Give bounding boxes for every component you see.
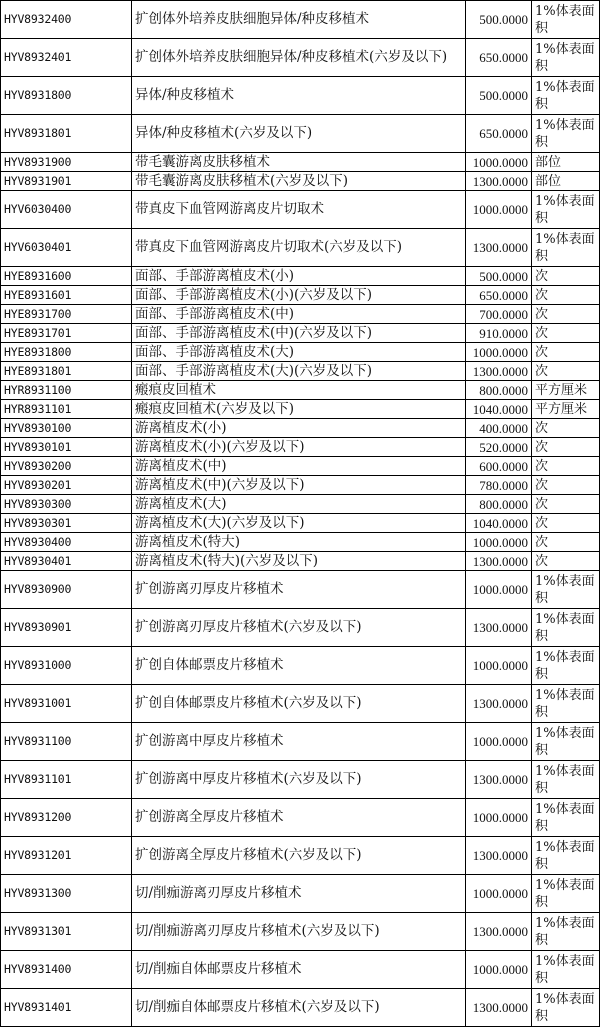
table-row xyxy=(1,115,600,153)
code-cell: HYV8932401 xyxy=(1,39,132,77)
code-cell: HYV8932400 xyxy=(1,1,132,39)
price-cell: 650.0000 xyxy=(466,286,532,305)
code-cell: HYV8931100 xyxy=(1,723,132,761)
code-cell: HYV8931301 xyxy=(1,913,132,951)
table-row xyxy=(1,77,600,115)
code-cell: HYV8930201 xyxy=(1,476,132,495)
price-cell: 650.0000 xyxy=(466,115,532,153)
code-cell: HYV8931200 xyxy=(1,799,132,837)
unit-cell: 次 xyxy=(532,305,600,324)
code-cell: HYV8931201 xyxy=(1,837,132,875)
unit-cell: 1%体表面积 xyxy=(532,115,600,153)
code-cell: HYE8931700 xyxy=(1,305,132,324)
table-row xyxy=(1,1,600,39)
code-cell: HYE8931701 xyxy=(1,324,132,343)
price-table-body xyxy=(1,1,600,1027)
price-cell: 1300.0000 xyxy=(466,761,532,799)
name-cell: 扩创游离刃厚皮片移植术 xyxy=(132,571,466,609)
name-cell: 切/削痂游离刃厚皮片移植术(六岁及以下) xyxy=(132,913,466,951)
price-cell: 1300.0000 xyxy=(466,172,532,191)
code-cell: HYR8931100 xyxy=(1,381,132,400)
table-row xyxy=(1,343,600,362)
unit-cell: 次 xyxy=(532,362,600,381)
name-cell: 带真皮下血管网游离皮片切取术 xyxy=(132,191,466,229)
unit-cell: 次 xyxy=(532,457,600,476)
unit-cell: 1%体表面积 xyxy=(532,647,600,685)
code-cell: HYE8931600 xyxy=(1,267,132,286)
name-cell: 扩创游离刃厚皮片移植术(六岁及以下) xyxy=(132,609,466,647)
unit-cell: 1%体表面积 xyxy=(532,1,600,39)
name-cell: 面部、手部游离植皮术(中)(六岁及以下) xyxy=(132,324,466,343)
code-cell: HYV8931001 xyxy=(1,685,132,723)
name-cell: 面部、手部游离植皮术(小)(六岁及以下) xyxy=(132,286,466,305)
unit-cell: 1%体表面积 xyxy=(532,799,600,837)
code-cell: HYE8931601 xyxy=(1,286,132,305)
unit-cell: 1%体表面积 xyxy=(532,685,600,723)
code-cell: HYV8931400 xyxy=(1,951,132,989)
name-cell: 面部、手部游离植皮术(中) xyxy=(132,305,466,324)
price-cell: 1300.0000 xyxy=(466,989,532,1027)
unit-cell: 次 xyxy=(532,552,600,571)
price-cell: 780.0000 xyxy=(466,476,532,495)
unit-cell: 1%体表面积 xyxy=(532,837,600,875)
name-cell: 带真皮下血管网游离皮片切取术(六岁及以下) xyxy=(132,229,466,267)
code-cell: HYV8930300 xyxy=(1,495,132,514)
price-cell: 1000.0000 xyxy=(466,875,532,913)
unit-cell: 1%体表面积 xyxy=(532,989,600,1027)
code-cell: HYV8930400 xyxy=(1,533,132,552)
table-row xyxy=(1,267,600,286)
price-cell: 500.0000 xyxy=(466,77,532,115)
unit-cell: 次 xyxy=(532,476,600,495)
name-cell: 游离植皮术(小)(六岁及以下) xyxy=(132,438,466,457)
table-row xyxy=(1,438,600,457)
name-cell: 瘢痕皮回植术 xyxy=(132,381,466,400)
unit-cell: 次 xyxy=(532,324,600,343)
table-row xyxy=(1,324,600,343)
code-cell: HYR8931101 xyxy=(1,400,132,419)
unit-cell: 1%体表面积 xyxy=(532,609,600,647)
unit-cell: 部位 xyxy=(532,153,600,172)
unit-cell: 1%体表面积 xyxy=(532,571,600,609)
code-cell: HYV8930101 xyxy=(1,438,132,457)
name-cell: 面部、手部游离植皮术(大)(六岁及以下) xyxy=(132,362,466,381)
table-row xyxy=(1,495,600,514)
code-cell: HYV8931000 xyxy=(1,647,132,685)
table-row xyxy=(1,552,600,571)
code-cell: HYV8930900 xyxy=(1,571,132,609)
unit-cell: 1%体表面积 xyxy=(532,875,600,913)
code-cell: HYV8931401 xyxy=(1,989,132,1027)
unit-cell: 1%体表面积 xyxy=(532,761,600,799)
name-cell: 切/削痂自体邮票皮片移植术 xyxy=(132,951,466,989)
table-row xyxy=(1,400,600,419)
name-cell: 游离植皮术(大) xyxy=(132,495,466,514)
price-cell: 520.0000 xyxy=(466,438,532,457)
unit-cell: 次 xyxy=(532,438,600,457)
unit-cell: 1%体表面积 xyxy=(532,191,600,229)
name-cell: 游离植皮术(小) xyxy=(132,419,466,438)
unit-cell: 1%体表面积 xyxy=(532,77,600,115)
code-cell: HYE8931800 xyxy=(1,343,132,362)
code-cell: HYV8931900 xyxy=(1,153,132,172)
table-row xyxy=(1,286,600,305)
unit-cell: 1%体表面积 xyxy=(532,229,600,267)
name-cell: 异体/种皮移植术 xyxy=(132,77,466,115)
unit-cell: 次 xyxy=(532,343,600,362)
unit-cell: 平方厘米 xyxy=(532,400,600,419)
unit-cell: 次 xyxy=(532,419,600,438)
table-row xyxy=(1,685,600,723)
table-row xyxy=(1,799,600,837)
table-row xyxy=(1,381,600,400)
table-row xyxy=(1,39,600,77)
unit-cell: 1%体表面积 xyxy=(532,913,600,951)
name-cell: 扩创体外培养皮肤细胞异体/种皮移植术(六岁及以下) xyxy=(132,39,466,77)
table-row xyxy=(1,533,600,552)
table-row xyxy=(1,609,600,647)
name-cell: 异体/种皮移植术(六岁及以下) xyxy=(132,115,466,153)
price-cell: 1300.0000 xyxy=(466,552,532,571)
code-cell: HYV8931101 xyxy=(1,761,132,799)
name-cell: 游离植皮术(大)(六岁及以下) xyxy=(132,514,466,533)
unit-cell: 次 xyxy=(532,495,600,514)
unit-cell: 1%体表面积 xyxy=(532,39,600,77)
name-cell: 切/削痂自体邮票皮片移植术(六岁及以下) xyxy=(132,989,466,1027)
code-cell: HYV8931800 xyxy=(1,77,132,115)
name-cell: 带毛囊游离皮肤移植术 xyxy=(132,153,466,172)
table-row xyxy=(1,875,600,913)
table-row xyxy=(1,723,600,761)
code-cell: HYV6030401 xyxy=(1,229,132,267)
code-cell: HYV8930901 xyxy=(1,609,132,647)
table-row xyxy=(1,172,600,191)
unit-cell: 1%体表面积 xyxy=(532,951,600,989)
table-row xyxy=(1,571,600,609)
name-cell: 扩创游离中厚皮片移植术(六岁及以下) xyxy=(132,761,466,799)
name-cell: 扩创自体邮票皮片移植术(六岁及以下) xyxy=(132,685,466,723)
table-row xyxy=(1,229,600,267)
price-cell: 1000.0000 xyxy=(466,799,532,837)
table-row xyxy=(1,514,600,533)
name-cell: 扩创体外培养皮肤细胞异体/种皮移植术 xyxy=(132,1,466,39)
code-cell: HYV8931300 xyxy=(1,875,132,913)
name-cell: 扩创自体邮票皮片移植术 xyxy=(132,647,466,685)
code-cell: HYV8930301 xyxy=(1,514,132,533)
price-cell: 910.0000 xyxy=(466,324,532,343)
name-cell: 切/削痂游离刃厚皮片移植术 xyxy=(132,875,466,913)
price-cell: 1300.0000 xyxy=(466,229,532,267)
price-cell: 1000.0000 xyxy=(466,571,532,609)
table-row xyxy=(1,913,600,951)
table-row xyxy=(1,457,600,476)
price-cell: 1000.0000 xyxy=(466,153,532,172)
table-row xyxy=(1,476,600,495)
name-cell: 游离植皮术(特大)(六岁及以下) xyxy=(132,552,466,571)
price-cell: 1000.0000 xyxy=(466,951,532,989)
table-row xyxy=(1,153,600,172)
price-cell: 1000.0000 xyxy=(466,533,532,552)
table-row xyxy=(1,305,600,324)
code-cell: HYV8930100 xyxy=(1,419,132,438)
price-cell: 800.0000 xyxy=(466,381,532,400)
unit-cell: 次 xyxy=(532,267,600,286)
name-cell: 扩创游离全厚皮片移植术(六岁及以下) xyxy=(132,837,466,875)
price-cell: 1040.0000 xyxy=(466,400,532,419)
table-row xyxy=(1,419,600,438)
name-cell: 扩创游离全厚皮片移植术 xyxy=(132,799,466,837)
table-row xyxy=(1,951,600,989)
unit-cell: 次 xyxy=(532,286,600,305)
table-row xyxy=(1,647,600,685)
price-cell: 1000.0000 xyxy=(466,191,532,229)
code-cell: HYV8931901 xyxy=(1,172,132,191)
price-cell: 1040.0000 xyxy=(466,514,532,533)
code-cell: HYV8930200 xyxy=(1,457,132,476)
unit-cell: 1%体表面积 xyxy=(532,723,600,761)
name-cell: 面部、手部游离植皮术(小) xyxy=(132,267,466,286)
unit-cell: 平方厘米 xyxy=(532,381,600,400)
name-cell: 瘢痕皮回植术(六岁及以下) xyxy=(132,400,466,419)
price-cell: 1300.0000 xyxy=(466,685,532,723)
table-row xyxy=(1,191,600,229)
table-row xyxy=(1,989,600,1027)
price-cell: 650.0000 xyxy=(466,39,532,77)
unit-cell: 次 xyxy=(532,533,600,552)
price-cell: 400.0000 xyxy=(466,419,532,438)
price-cell: 600.0000 xyxy=(466,457,532,476)
price-cell: 800.0000 xyxy=(466,495,532,514)
price-cell: 700.0000 xyxy=(466,305,532,324)
price-cell: 1300.0000 xyxy=(466,609,532,647)
unit-cell: 部位 xyxy=(532,172,600,191)
price-cell: 1000.0000 xyxy=(466,723,532,761)
price-cell: 1000.0000 xyxy=(466,343,532,362)
name-cell: 游离植皮术(中)(六岁及以下) xyxy=(132,476,466,495)
name-cell: 扩创游离中厚皮片移植术 xyxy=(132,723,466,761)
code-cell: HYV6030400 xyxy=(1,191,132,229)
code-cell: HYV8930401 xyxy=(1,552,132,571)
name-cell: 游离植皮术(中) xyxy=(132,457,466,476)
code-cell: HYV8931801 xyxy=(1,115,132,153)
table-row xyxy=(1,761,600,799)
price-cell: 500.0000 xyxy=(466,267,532,286)
name-cell: 游离植皮术(特大) xyxy=(132,533,466,552)
price-cell: 500.0000 xyxy=(466,1,532,39)
price-cell: 1300.0000 xyxy=(466,837,532,875)
price-cell: 1000.0000 xyxy=(466,647,532,685)
code-cell: HYE8931801 xyxy=(1,362,132,381)
unit-cell: 次 xyxy=(532,514,600,533)
name-cell: 带毛囊游离皮肤移植术(六岁及以下) xyxy=(132,172,466,191)
name-cell: 面部、手部游离植皮术(大) xyxy=(132,343,466,362)
price-cell: 1300.0000 xyxy=(466,362,532,381)
table-row xyxy=(1,362,600,381)
table-row xyxy=(1,837,600,875)
price-cell: 1300.0000 xyxy=(466,913,532,951)
